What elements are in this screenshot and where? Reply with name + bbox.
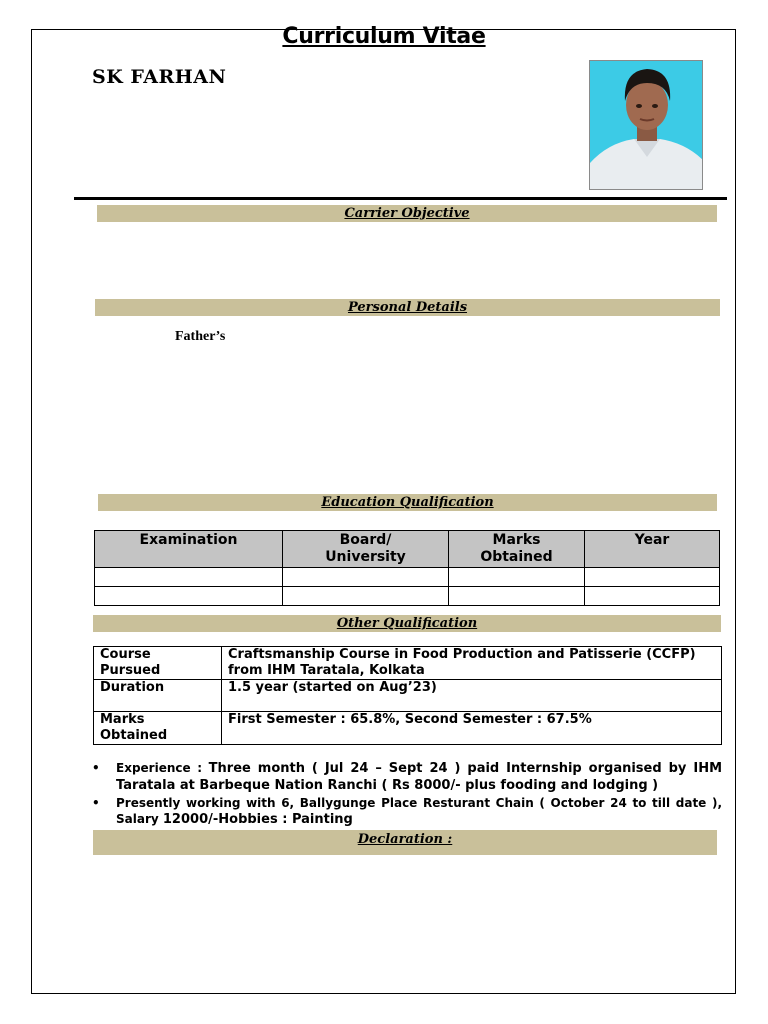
table-cell — [283, 587, 449, 606]
row-label: Marks Obtained — [94, 712, 222, 745]
experience-list — [92, 760, 722, 829]
section-personal-details — [95, 299, 720, 316]
row-label: Course Pursued — [94, 647, 222, 680]
table-row — [94, 647, 722, 680]
section-title: Declaration : — [357, 832, 453, 847]
table-cell — [585, 587, 720, 606]
section-title: Education Qualification — [321, 495, 494, 510]
other-qualification-table — [93, 646, 722, 745]
person-photo-icon — [590, 61, 703, 190]
header-divider — [74, 197, 727, 200]
table-cell — [449, 587, 585, 606]
section-title: Personal Details — [347, 300, 468, 315]
column-header-board: Board/ University — [283, 531, 449, 568]
section-education-qualification — [98, 494, 717, 511]
bullet-icon: • — [92, 796, 100, 810]
experience-text: Three month ( Jul 24 – Sept 24 ) paid Internship organised by IHM Taratala at Barbeque Nation Ranchi ( Rs 8000/- plus fooding and lodging ) — [116, 761, 723, 793]
table-header-row — [95, 531, 720, 568]
section-declaration — [93, 830, 717, 855]
section-title: Carrier Objective — [344, 206, 470, 221]
list-item-experience — [92, 760, 722, 794]
table-cell — [449, 568, 585, 587]
section-carrier-objective — [97, 205, 717, 222]
row-label: Duration — [94, 680, 222, 712]
table-row — [95, 587, 720, 606]
column-header-marks: Marks Obtained — [449, 531, 585, 568]
present-job-text: Presently working with 6, Ballygunge Place Resturant Chain ( October 24 to till date ), Salary — [116, 796, 722, 826]
table-row — [95, 568, 720, 587]
experience-label: Experience : — [116, 761, 203, 775]
table-cell — [283, 568, 449, 587]
table-row — [94, 712, 722, 745]
column-header-year: Year — [585, 531, 720, 568]
fathers-label: Father’s — [175, 329, 226, 344]
table-cell — [95, 568, 283, 587]
salary-hobbies-text: 12000/-Hobbies : Painting — [162, 812, 353, 827]
row-value: First Semester : 65.8%, Second Semester : 67.5% — [222, 712, 722, 745]
row-value: Craftsmanship Course in Food Production and Patisserie (CCFP) from IHM Taratala, Kolkata — [222, 647, 722, 680]
table-cell — [95, 587, 283, 606]
table-cell — [585, 568, 720, 587]
bullet-icon: • — [92, 761, 100, 775]
list-item-present-job — [92, 795, 722, 828]
education-table — [94, 530, 720, 606]
section-other-qualification — [93, 615, 721, 632]
row-value: 1.5 year (started on Aug’23) — [222, 680, 722, 712]
table-row — [94, 680, 722, 712]
candidate-name: SK FARHAN — [92, 66, 227, 88]
section-title: Other Qualification — [336, 616, 478, 631]
cv-title: Curriculum Vitae — [282, 24, 486, 49]
profile-photo — [589, 60, 703, 190]
column-header-examination: Examination — [95, 531, 283, 568]
